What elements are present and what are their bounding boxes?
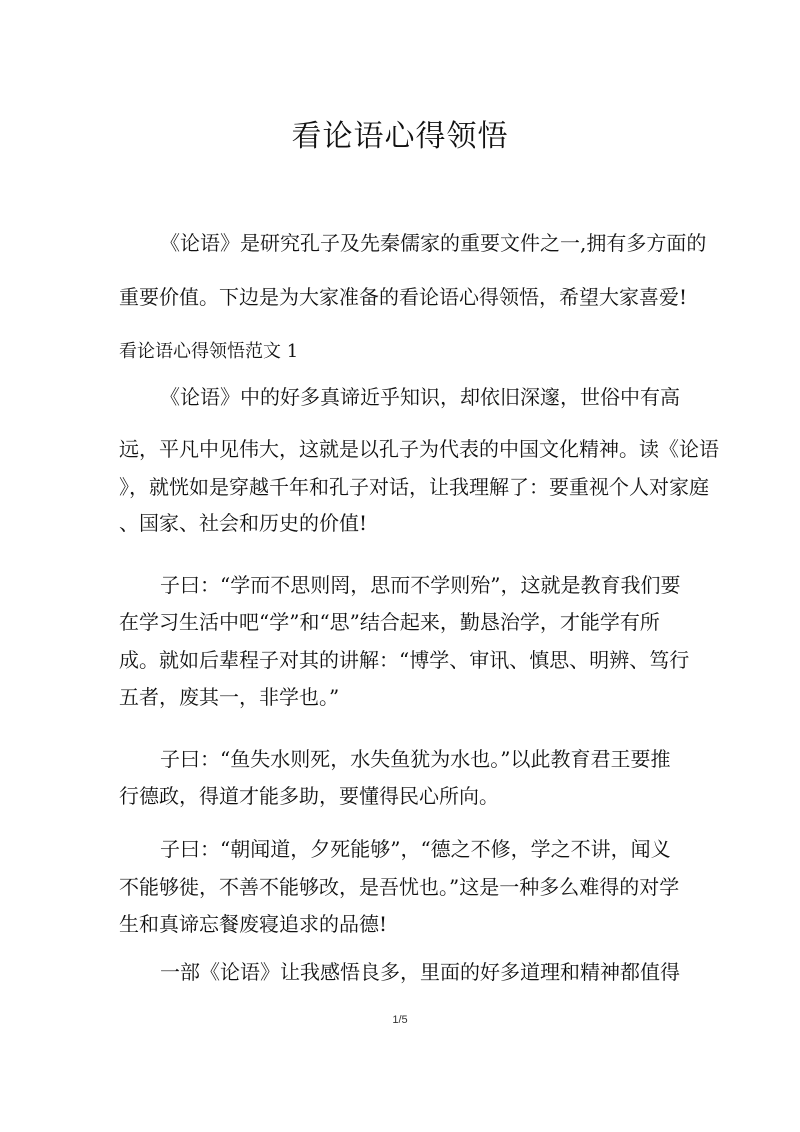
paragraph-line: 《论语》中的好多真谛近乎知识，却依旧深邃，世俗中有高 [160, 385, 680, 409]
paragraph-line: 一部《论语》让我感悟良多，里面的好多道理和精神都值得 [160, 960, 680, 984]
paragraph-line: 生和真谛忘餐废寝追求的品德! [119, 912, 388, 936]
paragraph-line: 不能够徙，不善不能够改，是吾忧也。”这是一种多么难得的对学 [119, 875, 680, 899]
paragraph-line: 》，就恍如是穿越千年和孔子对话，让我理解了：要重视个人对家庭 [119, 475, 709, 499]
section-heading: 看论语心得领悟范文 1 [119, 341, 299, 362]
document-title: 看论语心得领悟 [291, 119, 509, 154]
paragraph-line: 在学习生活中吧“学”和“思”结合起来，勤恳治学，才能学有所 [119, 610, 660, 634]
paragraph-line: 子曰：“朝闻道，夕死能够”，“德之不修，学之不讲，闻义 [160, 837, 671, 861]
paragraph-line: 子曰：“学而不思则罔，思而不学则殆”，这就是教育我们要 [160, 573, 681, 597]
paragraph-line: 五者，废其一，非学也。” [119, 685, 340, 709]
paragraph-line: 远，平凡中见伟大，这就是以孔子为代表的中国文化精神。读《论语 [119, 437, 719, 461]
paragraph-line: 子曰：“鱼失水则死，水失鱼犹为水也。”以此教育君王要推 [160, 747, 671, 771]
paragraph-line: 行德政，得道才能多助，要懂得民心所向。 [119, 784, 499, 808]
intro-line: 重要价值。下边是为大家准备的看论语心得领悟，希望大家喜爱! [119, 285, 688, 309]
paragraph-line: 、国家、社会和历史的价值! [119, 511, 368, 535]
page-number: 1/5 [392, 1014, 408, 1026]
intro-line: 《论语》是研究孔子及先秦儒家的重要文件之一,拥有多方面的 [160, 231, 707, 255]
paragraph-line: 成。就如后辈程子对其的讲解：“博学、审讯、慎思、明辨、笃行 [119, 648, 690, 672]
